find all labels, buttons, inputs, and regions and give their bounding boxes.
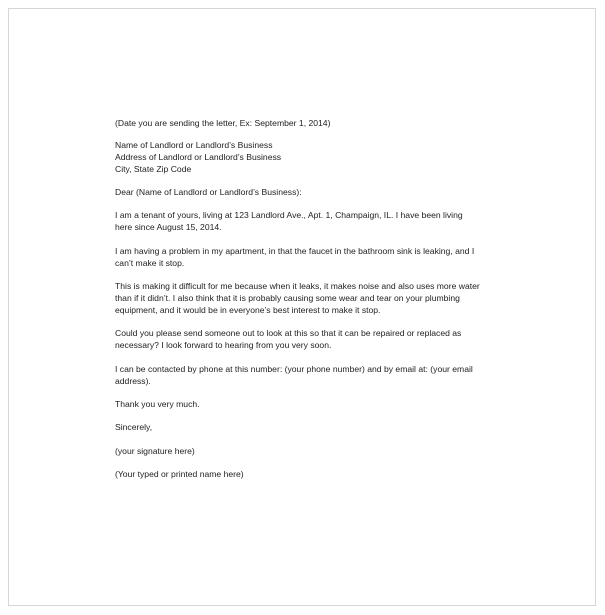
paragraph-line: here since August 15, 2014. (115, 222, 222, 232)
paragraph-line: address). (115, 376, 151, 386)
paragraph-line: necessary? I look forward to hearing from you very soon. (115, 340, 332, 350)
recipient-address: Address of Landlord or Landlord’s Business (115, 152, 282, 162)
paragraph-line: This is making it difficult for me because when it leaks, it makes noise and also uses more water (115, 281, 480, 291)
recipient-name: Name of Landlord or Landlord’s Business (115, 140, 273, 150)
salutation: Dear (Name of Landlord or Landlord’s Business): (115, 187, 302, 197)
paragraph-line: Could you please send someone out to look at this so that it can be repaired or replaced as (115, 328, 462, 338)
paragraph-line: I can be contacted by phone at this number: (your phone number) and by email at: (your email (115, 364, 473, 374)
paragraph-line: than if it didn’t. I also think that it is probably causing some wear and tear on your plumbing (115, 293, 460, 303)
recipient-city: City, State Zip Code (115, 164, 192, 174)
printed-name-placeholder: (Your typed or printed name here) (115, 469, 244, 479)
paragraph-line: I am a tenant of yours, living at 123 Landlord Ave., Apt. 1, Champaign, IL. I have been living (115, 210, 463, 220)
signature-placeholder: (your signature here) (115, 446, 195, 456)
letter-date: (Date you are sending the letter, Ex: September 1, 2014) (115, 118, 331, 128)
paragraph-line: can’t make it stop. (115, 258, 185, 268)
closing: Sincerely, (115, 422, 153, 432)
paragraph-line: I am having a problem in my apartment, in that the faucet in the bathroom sink is leaking, and I (115, 246, 475, 256)
paragraph-line: equipment, and it would be in everyone’s best interest to make it stop. (115, 305, 381, 315)
thanks-line: Thank you very much. (115, 399, 200, 409)
